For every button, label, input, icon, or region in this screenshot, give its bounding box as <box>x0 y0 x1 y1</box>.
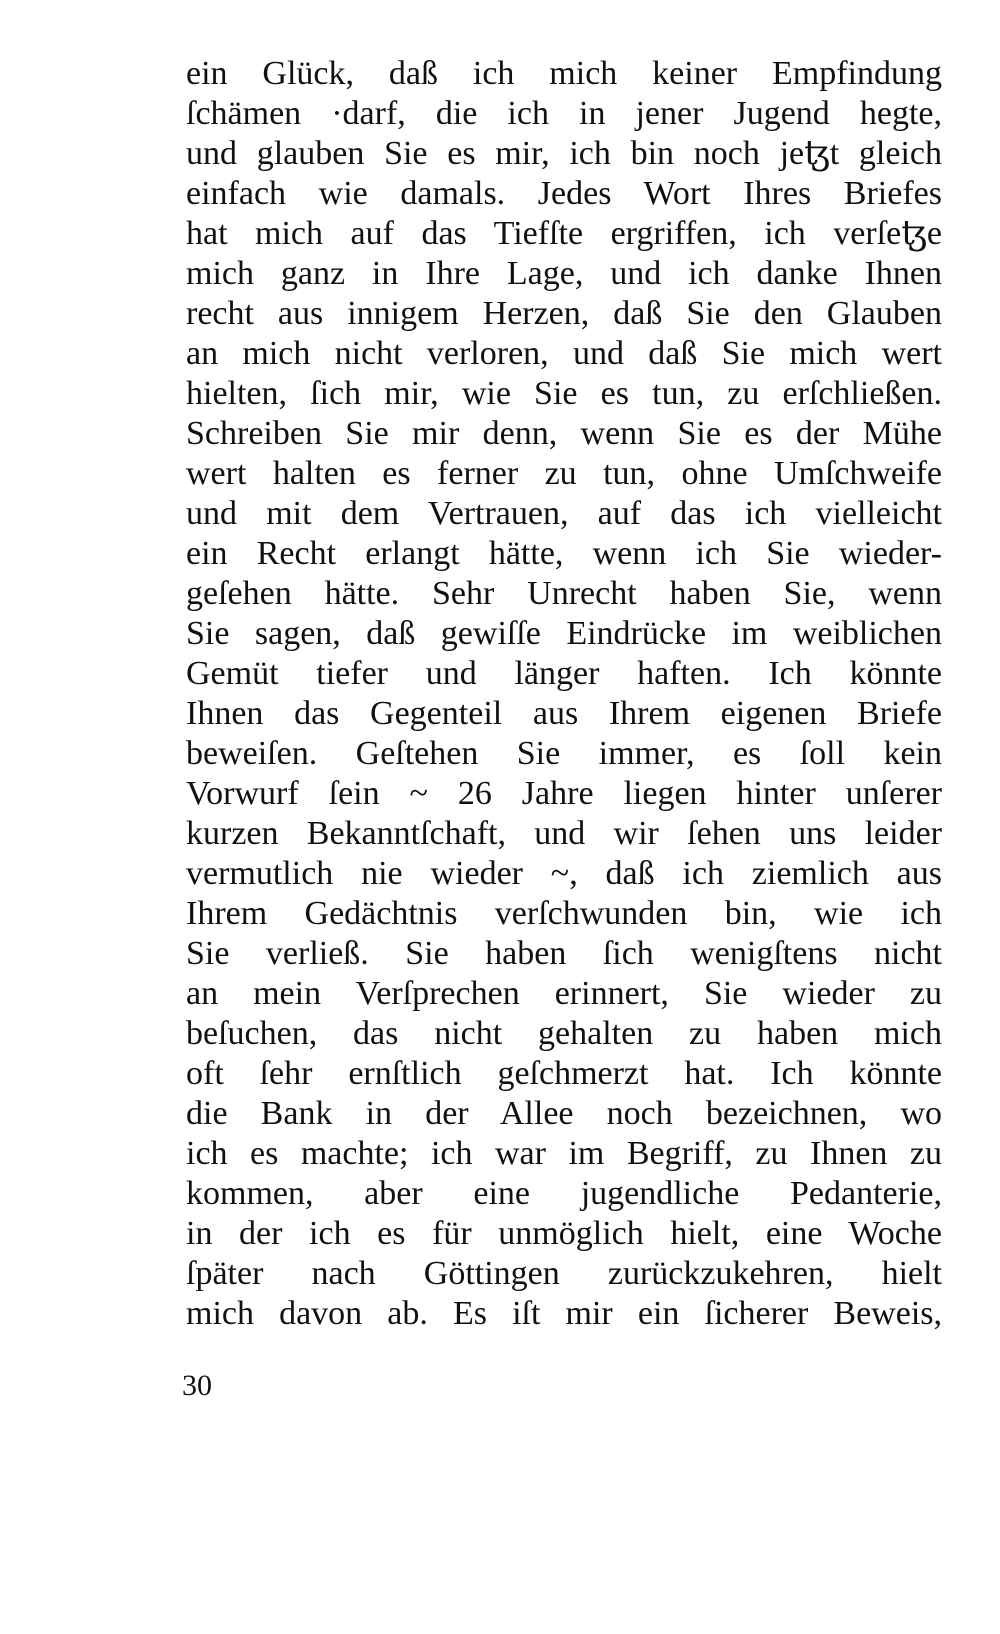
text-line: ſpäter nach Göttingen zurückzukehren, hielt <box>186 1255 942 1292</box>
text-line: Gemüt tiefer und länger haften. Ich könnte <box>186 655 942 692</box>
text-line: einfach wie damals. Jedes Wort Ihres Briefes <box>186 175 942 212</box>
text-line: mich ganz in Ihre Lage, und ich danke Ihnen <box>186 255 942 292</box>
text-line: Sie verließ. Sie haben ſich wenigſtens nicht <box>186 935 942 972</box>
text-line: an mein Verſprechen erinnert, Sie wieder zu <box>186 975 942 1012</box>
text-line: ſchämen ·darf, die ich in jener Jugend hegte, <box>186 95 942 132</box>
text-line: ich es machte; ich war im Begriff, zu Ihnen zu <box>186 1135 942 1172</box>
text-line: vermutlich nie wieder ~, daß ich ziemlich aus <box>186 855 942 892</box>
page-number: 30 <box>182 1369 212 1402</box>
text-line: hat mich auf das Tiefſte ergriffen, ich verſeꜩe <box>186 215 942 252</box>
text-line: die Bank in der Allee noch bezeichnen, wo <box>186 1095 942 1132</box>
text-line: und mit dem Vertrauen, auf das ich vielleicht <box>186 495 942 532</box>
text-line: oft ſehr ernſtlich geſchmerzt hat. Ich könnte <box>186 1055 942 1092</box>
text-line: kurzen Bekanntſchaft, und wir ſehen uns leider <box>186 815 942 852</box>
text-line: Ihnen das Gegenteil aus Ihrem eigenen Briefe <box>186 695 942 732</box>
text-line: Schreiben Sie mir denn, wenn Sie es der Mühe <box>186 415 942 452</box>
text-line: und glauben Sie es mir, ich bin noch jeꜩt gleich <box>186 135 942 172</box>
text-line: kommen, aber eine jugendliche Pedanterie, <box>186 1175 942 1212</box>
text-line: an mich nicht verloren, und daß Sie mich wert <box>186 335 942 372</box>
text-line: beweiſen. Geſtehen Sie immer, es ſoll kein <box>186 735 942 772</box>
text-line: mich davon ab. Es iſt mir ein ſicherer Beweis, <box>186 1295 942 1332</box>
text-line: hielten, ſich mir, wie Sie es tun, zu erſchließen. <box>186 375 942 412</box>
body-text <box>186 54 942 1334</box>
text-line: Sie sagen, daß gewiſſe Eindrücke im weiblichen <box>186 615 942 652</box>
text-line: ein Recht erlangt hätte, wenn ich Sie wieder- <box>186 535 942 572</box>
text-line: beſuchen, das nicht gehalten zu haben mich <box>186 1015 942 1052</box>
text-line: wert halten es ferner zu tun, ohne Umſchweife <box>186 455 942 492</box>
text-line: recht aus innigem Herzen, daß Sie den Glauben <box>186 295 942 332</box>
text-line: geſehen hätte. Sehr Unrecht haben Sie, wenn <box>186 575 942 612</box>
text-line: Ihrem Gedächtnis verſchwunden bin, wie ich <box>186 895 942 932</box>
text-line: in der ich es für unmöglich hielt, eine Woche <box>186 1215 942 1252</box>
text-line: Vorwurf ſein ~ 26 Jahre liegen hinter unſerer <box>186 775 942 812</box>
text-line: ein Glück, daß ich mich keiner Empfindung <box>186 55 942 92</box>
